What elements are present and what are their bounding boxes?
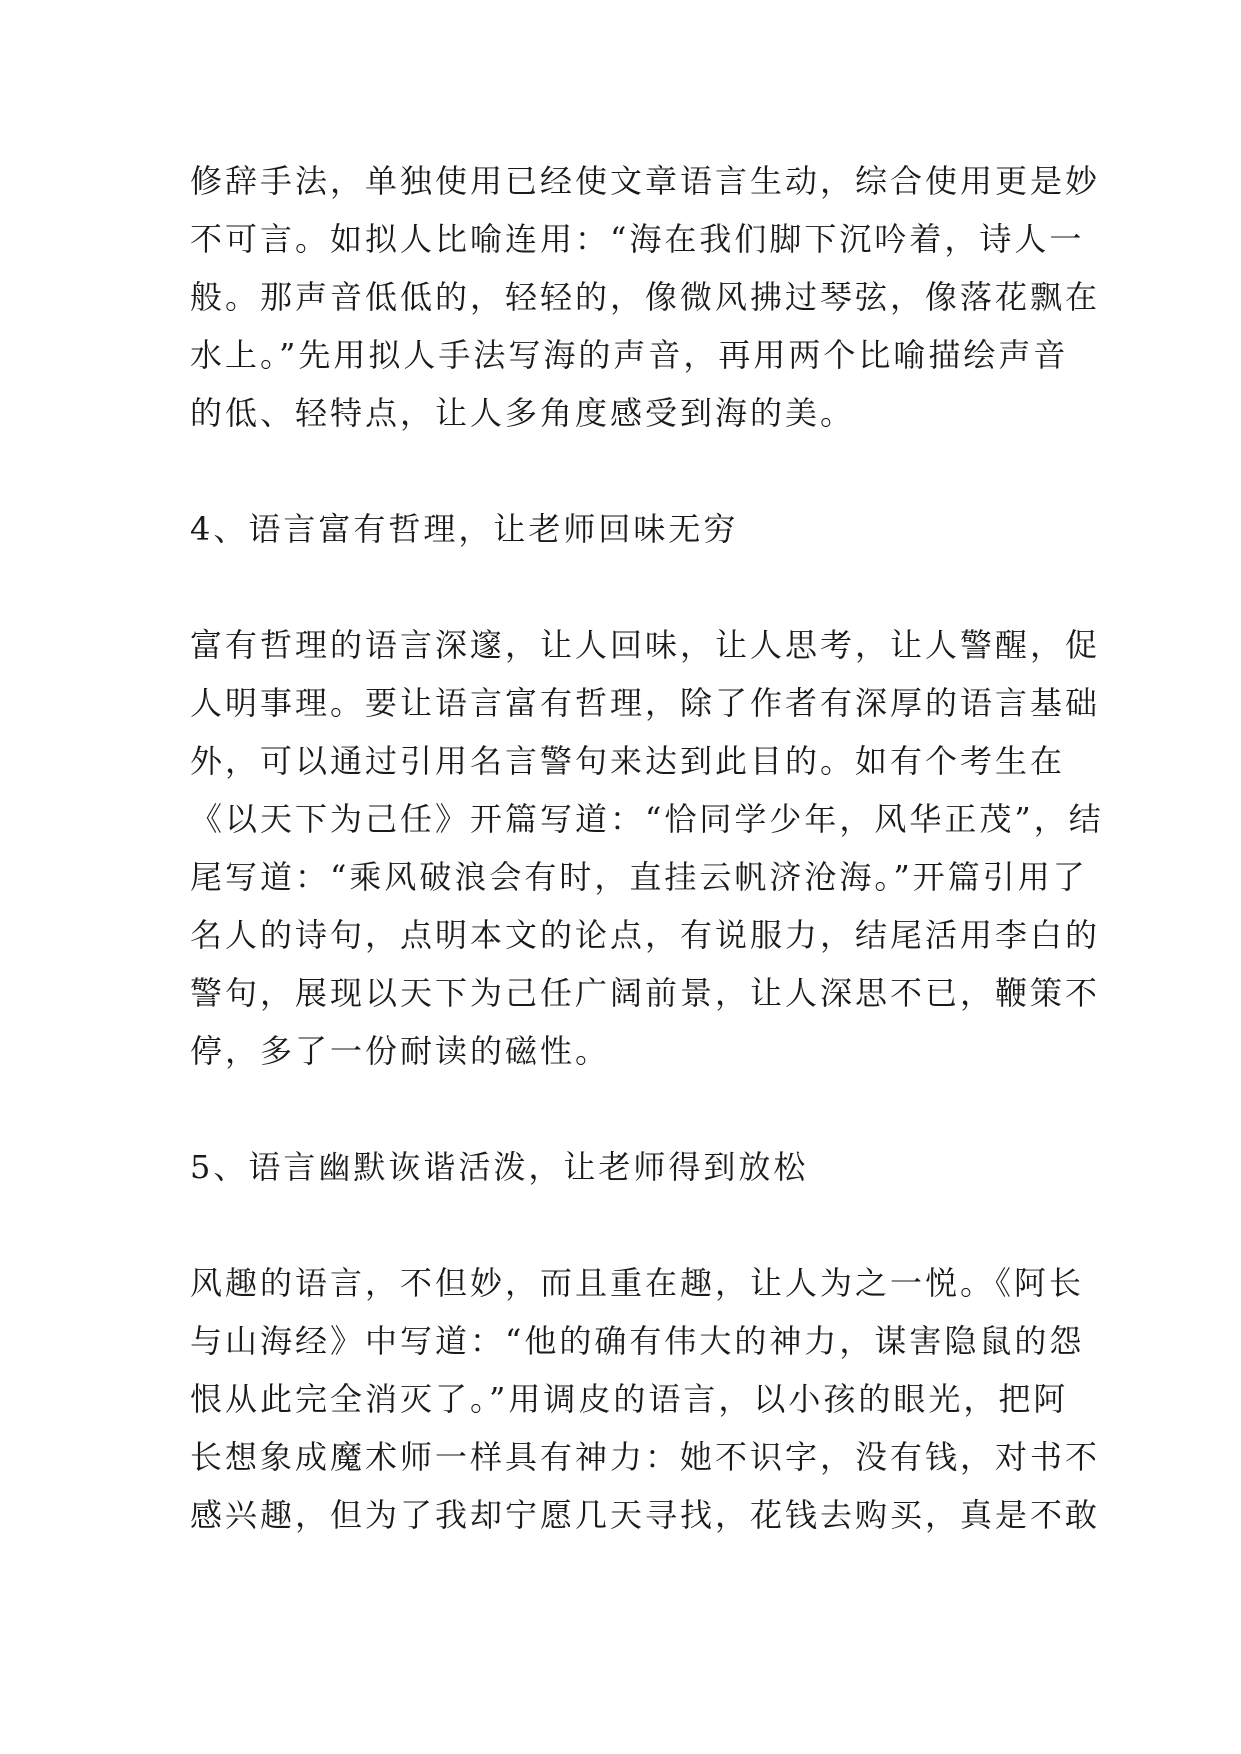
text-line: 《以天下为己任》开篇写道：“恰同学少年，风华正茂”，结: [190, 800, 1104, 838]
text-line: 修辞手法，单独使用已经使文章语言生动，综合使用更是妙: [190, 162, 1101, 200]
document-page: [190, 152, 1104, 1544]
text-line: 警句，展现以天下为己任广阔前景，让人深思不已，鞭策不: [190, 974, 1101, 1012]
text-line: 不可言。如拟人比喻连用：“海在我们脚下沉吟着，诗人一: [190, 220, 1085, 258]
paragraph-gap: [190, 1080, 1060, 1138]
paragraph-rhetoric: [190, 152, 1101, 442]
text-line: 恨从此完全消灭了。”用调皮的语言，以小孩的眼光，把阿: [190, 1380, 1069, 1418]
paragraph-humor: [190, 1254, 1101, 1544]
text-line: 名人的诗句，点明本文的论点，有说服力，结尾活用李白的: [190, 916, 1101, 954]
text-line: 长想象成魔术师一样具有神力：她不识字，没有钱，对书不: [190, 1438, 1101, 1476]
paragraph-gap: [190, 442, 1060, 500]
text-line: 外，可以通过引用名言警句来达到此目的。如有个考生在: [190, 742, 1066, 780]
paragraph-gap: [190, 1196, 1060, 1254]
heading-text: 4、语言富有哲理，让老师回味无穷: [190, 510, 739, 548]
paragraph-philosophy: [190, 616, 1104, 1080]
paragraph-gap: [190, 558, 1060, 616]
text-line: 富有哲理的语言深邃，让人回味，让人思考，让人警醒，促: [190, 626, 1101, 664]
text-line: 人明事理。要让语言富有哲理，除了作者有深厚的语言基础: [190, 684, 1101, 722]
text-line: 风趣的语言，不但妙，而且重在趣，让人为之一悦。《阿长: [190, 1264, 1085, 1302]
text-line: 般。那声音低低的，轻轻的，像微风拂过琴弦，像落花飘在: [190, 278, 1101, 316]
text-line: 的低、轻特点，让人多角度感受到海的美。: [190, 394, 856, 432]
section-heading-4: [190, 500, 1060, 558]
heading-text: 5、语言幽默诙谐活泼，让老师得到放松: [190, 1148, 809, 1186]
text-line: 与山海经》中写道：“他的确有伟大的神力，谋害隐鼠的怨: [190, 1322, 1085, 1360]
text-line: 停，多了一份耐读的磁性。: [190, 1032, 611, 1070]
text-line: 感兴趣，但为了我却宁愿几天寻找，花钱去购买，真是不敢: [190, 1496, 1101, 1534]
text-line: 尾写道：“乘风破浪会有时，直挂云帆济沧海。”开篇引用了: [190, 858, 1088, 896]
text-line: 水上。”先用拟人手法写海的声音，再用两个比喻描绘声音: [190, 336, 1069, 374]
section-heading-5: [190, 1138, 1060, 1196]
